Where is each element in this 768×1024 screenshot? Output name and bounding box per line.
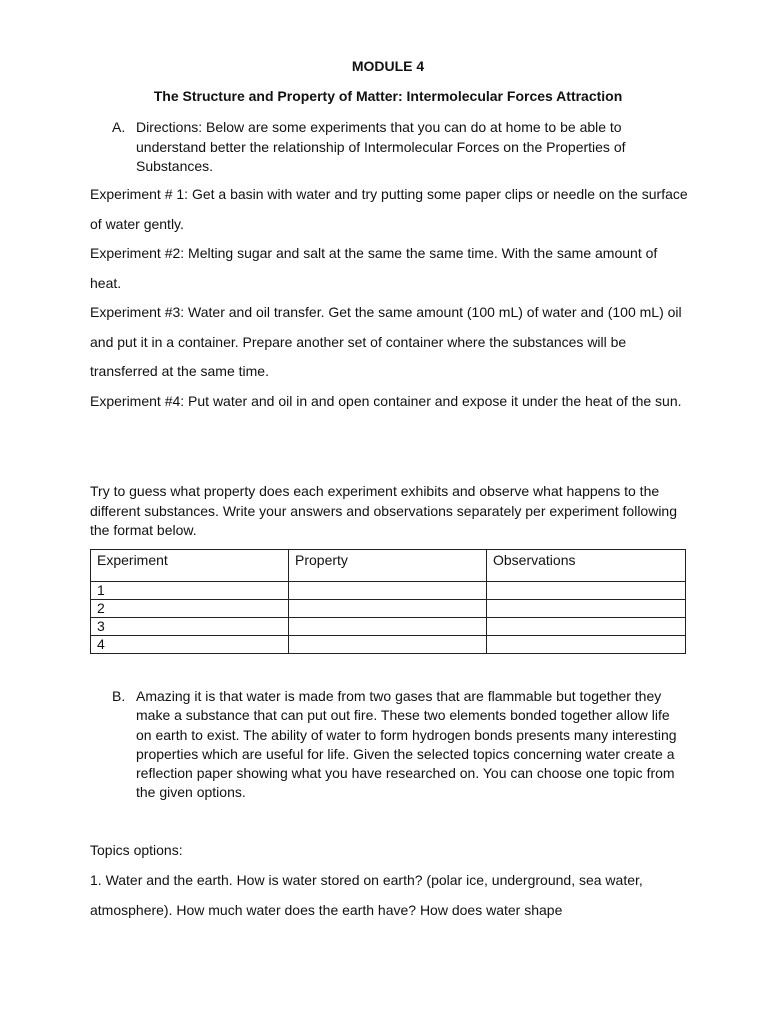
section-a-directions: Directions: Below are some experiments that you can do at home to be able to understand better the relationship of Intermolecular Forces on the Properties of Substances.: [136, 119, 626, 174]
table-cell-property[interactable]: [289, 582, 487, 600]
table-cell-experiment[interactable]: 1: [91, 582, 289, 600]
section-b-paragraph: Amazing it is that water is made from two gases that are flammable but together they make a substance that can put out fire. These two elements bonded together allow life on earth to exist. The ability of water to form hydrogen bonds presents many interesting properties which are useful for life. Given the selected topics concerning water create a reflection paper showing what you have researched on. You can choose one topic from the given options.: [136, 688, 677, 801]
section-a-marker: A.: [112, 119, 126, 135]
topic-1: 1. Water and the earth. How is water stored on earth? (polar ice, underground, sea water, atmosphere). How much water does the earth have? How does water shape: [90, 872, 643, 918]
table-cell-experiment[interactable]: 4: [91, 636, 289, 654]
table-cell-observations[interactable]: [487, 618, 686, 636]
table-header-observations: Observations: [487, 550, 686, 582]
table-cell-property[interactable]: [289, 618, 487, 636]
table-cell-property[interactable]: [289, 636, 487, 654]
table-cell-observations[interactable]: [487, 582, 686, 600]
section-b-marker: B.: [112, 688, 126, 704]
table-cell-experiment[interactable]: 3: [91, 618, 289, 636]
topics-heading: Topics options:: [90, 842, 183, 858]
experiment-1: Experiment # 1: Get a basin with water and try putting some paper clips or needle on the surface of water gently.: [90, 186, 688, 232]
table-header-experiment: Experiment: [91, 550, 289, 582]
table-cell-observations[interactable]: [487, 636, 686, 654]
instructions-paragraph: Try to guess what property does each experiment exhibits and observe what happens to the different substances. Write your answers and observations separately per experiment following the format below.: [90, 483, 678, 538]
table-row: [91, 582, 686, 600]
experiment-2: Experiment #2: Melting sugar and salt at the same the same time. With the same amount of heat.: [90, 245, 658, 291]
section-b: [112, 687, 677, 803]
table-row: [91, 600, 686, 618]
table-header-row: [91, 550, 686, 582]
table-cell-property[interactable]: [289, 600, 487, 618]
section-a: [112, 118, 672, 177]
observations-table: [90, 549, 686, 654]
experiment-3: Experiment #3: Water and oil transfer. Get the same amount (100 mL) of water and (100 mL) oil and put it in a container. Prepare another set of container where the substances will be transferred at the same time.: [90, 304, 682, 380]
module-subtitle: The Structure and Property of Matter: Intermolecular Forces Attraction: [153, 88, 623, 104]
table-cell-observations[interactable]: [487, 600, 686, 618]
table-row: [91, 636, 686, 654]
table-row: [91, 618, 686, 636]
table-cell-experiment[interactable]: 2: [91, 600, 289, 618]
table-header-property: Property: [289, 550, 487, 582]
module-title: MODULE 4: [351, 58, 425, 74]
experiment-4: Experiment #4: Put water and oil in and open container and expose it under the heat of the sun.: [90, 393, 682, 409]
